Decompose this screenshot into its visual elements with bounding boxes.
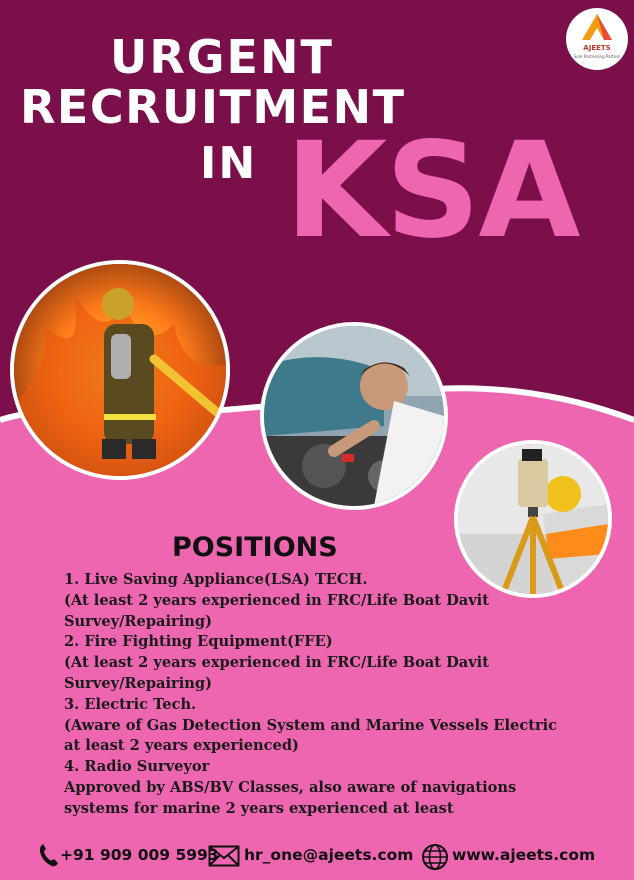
list-item: 3. Electric Tech.: [64, 695, 197, 713]
headline-recruitment: RECRUITMENT: [20, 80, 406, 134]
list-item: 2. Fire Fighting Equipment(FFE): [64, 633, 333, 651]
positions-list: [64, 570, 564, 820]
logo-tagline: Sure Partnering Partner: [573, 54, 621, 59]
list-item: at least 2 years experienced): [64, 737, 299, 755]
headline-urgent: URGENT: [110, 30, 334, 84]
list-item: (Aware of Gas Detection System and Marine Vessels Electric: [64, 716, 558, 734]
list-item: Survey/Repairing): [64, 674, 212, 692]
phone-link[interactable]: +91 909 009 5993: [60, 846, 219, 864]
mechanic-photo: [260, 322, 448, 510]
headline-in: IN: [200, 138, 258, 189]
logo-triangle-icon: [566, 8, 628, 70]
list-item: (At least 2 years experienced in FRC/Life Boat Davit: [64, 654, 489, 672]
logo-brand-text: AJEETS: [583, 44, 611, 52]
list-item: Survey/Repairing): [64, 612, 212, 630]
list-item: Approved by ABS/BV Classes, also aware of navigations: [64, 778, 517, 796]
headline-ksa: KSA: [285, 114, 579, 268]
ajeets-logo[interactable]: [566, 8, 628, 70]
globe-icon: [421, 843, 449, 875]
list-item: 4. Radio Surveyor: [64, 758, 210, 776]
firefighter-photo: [10, 260, 230, 480]
list-item: (At least 2 years experienced in FRC/Life Boat Davit: [64, 591, 489, 609]
phone-icon: [38, 842, 60, 872]
email-link[interactable]: hr_one@ajeets.com: [244, 846, 414, 864]
positions-title: POSITIONS: [172, 532, 338, 563]
website-link[interactable]: www.ajeets.com: [452, 846, 596, 864]
email-icon: [208, 845, 240, 871]
list-item: systems for marine 2 years experienced at least: [64, 799, 454, 817]
list-item: 1. Live Saving Appliance(LSA) TECH.: [64, 571, 368, 588]
